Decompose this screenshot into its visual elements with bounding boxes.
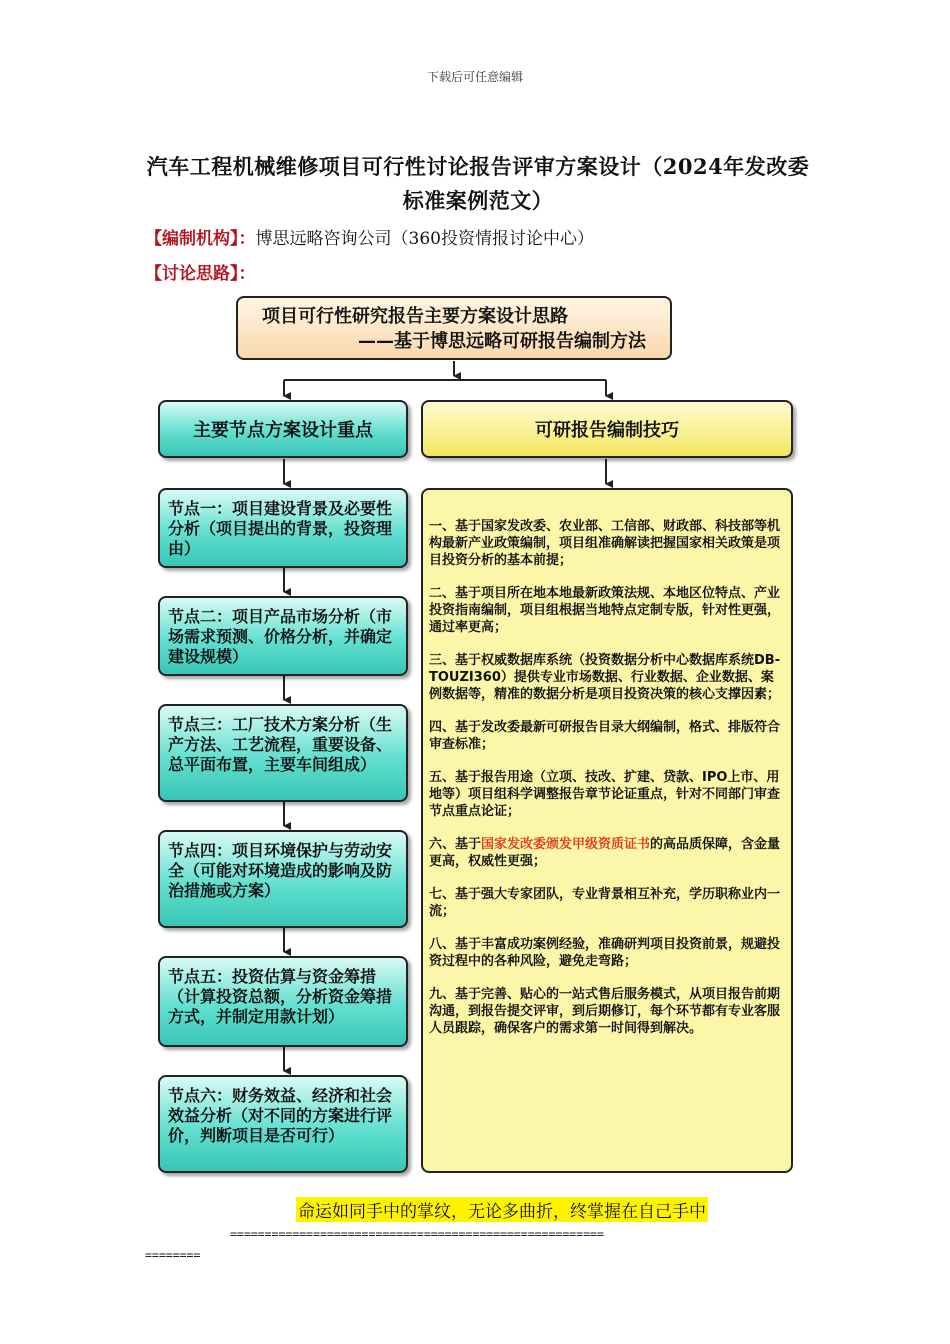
node-1: 节点一：项目建设背景及必要性分析（项目提出的背景，投资理由） xyxy=(158,488,408,568)
tip-8: 八、基于丰富成功案例经验，准确研判项目投资前景，规避投资过程中的各种风险，避免走弯路； xyxy=(429,937,781,969)
idea-label: 【讨论思路】： xyxy=(145,264,256,284)
org-label: 【编制机构】： xyxy=(145,229,256,249)
tip-7: 七、基于强大专家团队，专业背景相互补充，学历职称业内一流； xyxy=(429,887,781,919)
node-6: 节点六：财务效益、经济和社会效益分析（对不同的方案进行评价，判断项目是否可行） xyxy=(158,1075,408,1173)
writing-tips-box xyxy=(421,488,793,1173)
node-4: 节点四：项目环境保护与劳动安全（可能对环境造成的影响及防治措施或方案） xyxy=(158,830,408,928)
diagram-title-line2: ——基于博思远略可研报告编制方法 xyxy=(358,331,646,352)
tip-4: 四、基于发改委最新可研报告目录大纲编制，格式、排版符合审查标准； xyxy=(429,720,781,752)
diagram-title-line1: 项目可行性研究报告主要方案设计思路 xyxy=(262,306,568,327)
separator-line-2: ======== xyxy=(145,1248,201,1262)
key-nodes-header: 主要节点方案设计重点 xyxy=(158,400,408,458)
writing-tips-header: 可研报告编制技巧 xyxy=(421,400,793,458)
tip-6 xyxy=(429,836,785,870)
tip-3: 三、基于权威数据库系统（投资数据分析中心数据库系统DB-TOUZI360）提供专业市场数据、行业数据、企业数据、案例数据等，精准的数据分析是项目投资决策的核心支撑因素； xyxy=(429,653,781,702)
document-title: 汽车工程机械维修项目可行性讨论报告评审方案设计（2024年发改委标准案例范文） xyxy=(146,154,810,213)
tip-6-post: 的高品质保障，含金量更高，权威性更强； xyxy=(429,837,781,869)
header-note: 下载后可任意编辑 xyxy=(426,70,523,84)
node-2: 节点二：项目产品市场分析（市场需求预测、价格分析，并确定建设规模） xyxy=(158,596,408,676)
separator-line-1: ====================================================== xyxy=(230,1227,604,1241)
tip-2: 二、基于项目所在地本地最新政策法规、本地区位特点、产业投资指南编制，项目组根据当地特点定制专版，针对性更强，通过率更高； xyxy=(429,586,781,635)
node-3: 节点三：工厂技术方案分析（生产方法、工艺流程，重要设备、总平面布置，主要车间组成） xyxy=(158,704,408,802)
tip-6-pre: 六、基于 xyxy=(429,837,482,852)
node-5: 节点五：投资估算与资金筹措（计算投资总额，分析资金筹措方式，并制定用款计划） xyxy=(158,956,408,1047)
org-value: 博思远略咨询公司（360投资情报讨论中心） xyxy=(255,229,594,249)
tip-1: 一、基于国家发改委、农业部、工信部、财政部、科技部等机构最新产业政策编制，项目组准确解读把握国家相关政策是项目投资分析的基本前提； xyxy=(429,519,781,568)
tip-9: 九、基于完善、贴心的一站式售后服务模式，从项目报告前期沟通，到报告提交评审，到后期修订，每个环节都有专业客服人员跟踪，确保客户的需求第一时间得到解决。 xyxy=(429,987,781,1036)
motto: 命运如同手中的掌纹，无论多曲折，终掌握在自己手中 xyxy=(296,1197,708,1222)
separator-rule xyxy=(145,1224,810,1266)
diagram-title-box xyxy=(236,296,672,360)
tip-6-highlight: 国家发改委颁发甲级资质证书 xyxy=(481,837,651,852)
tip-5: 五、基于报告用途（立项、技改、扩建、贷款、IPO上市、用地等）项目组科学调整报告章节论证重点，针对不同部门审查节点重点论证； xyxy=(429,770,781,819)
